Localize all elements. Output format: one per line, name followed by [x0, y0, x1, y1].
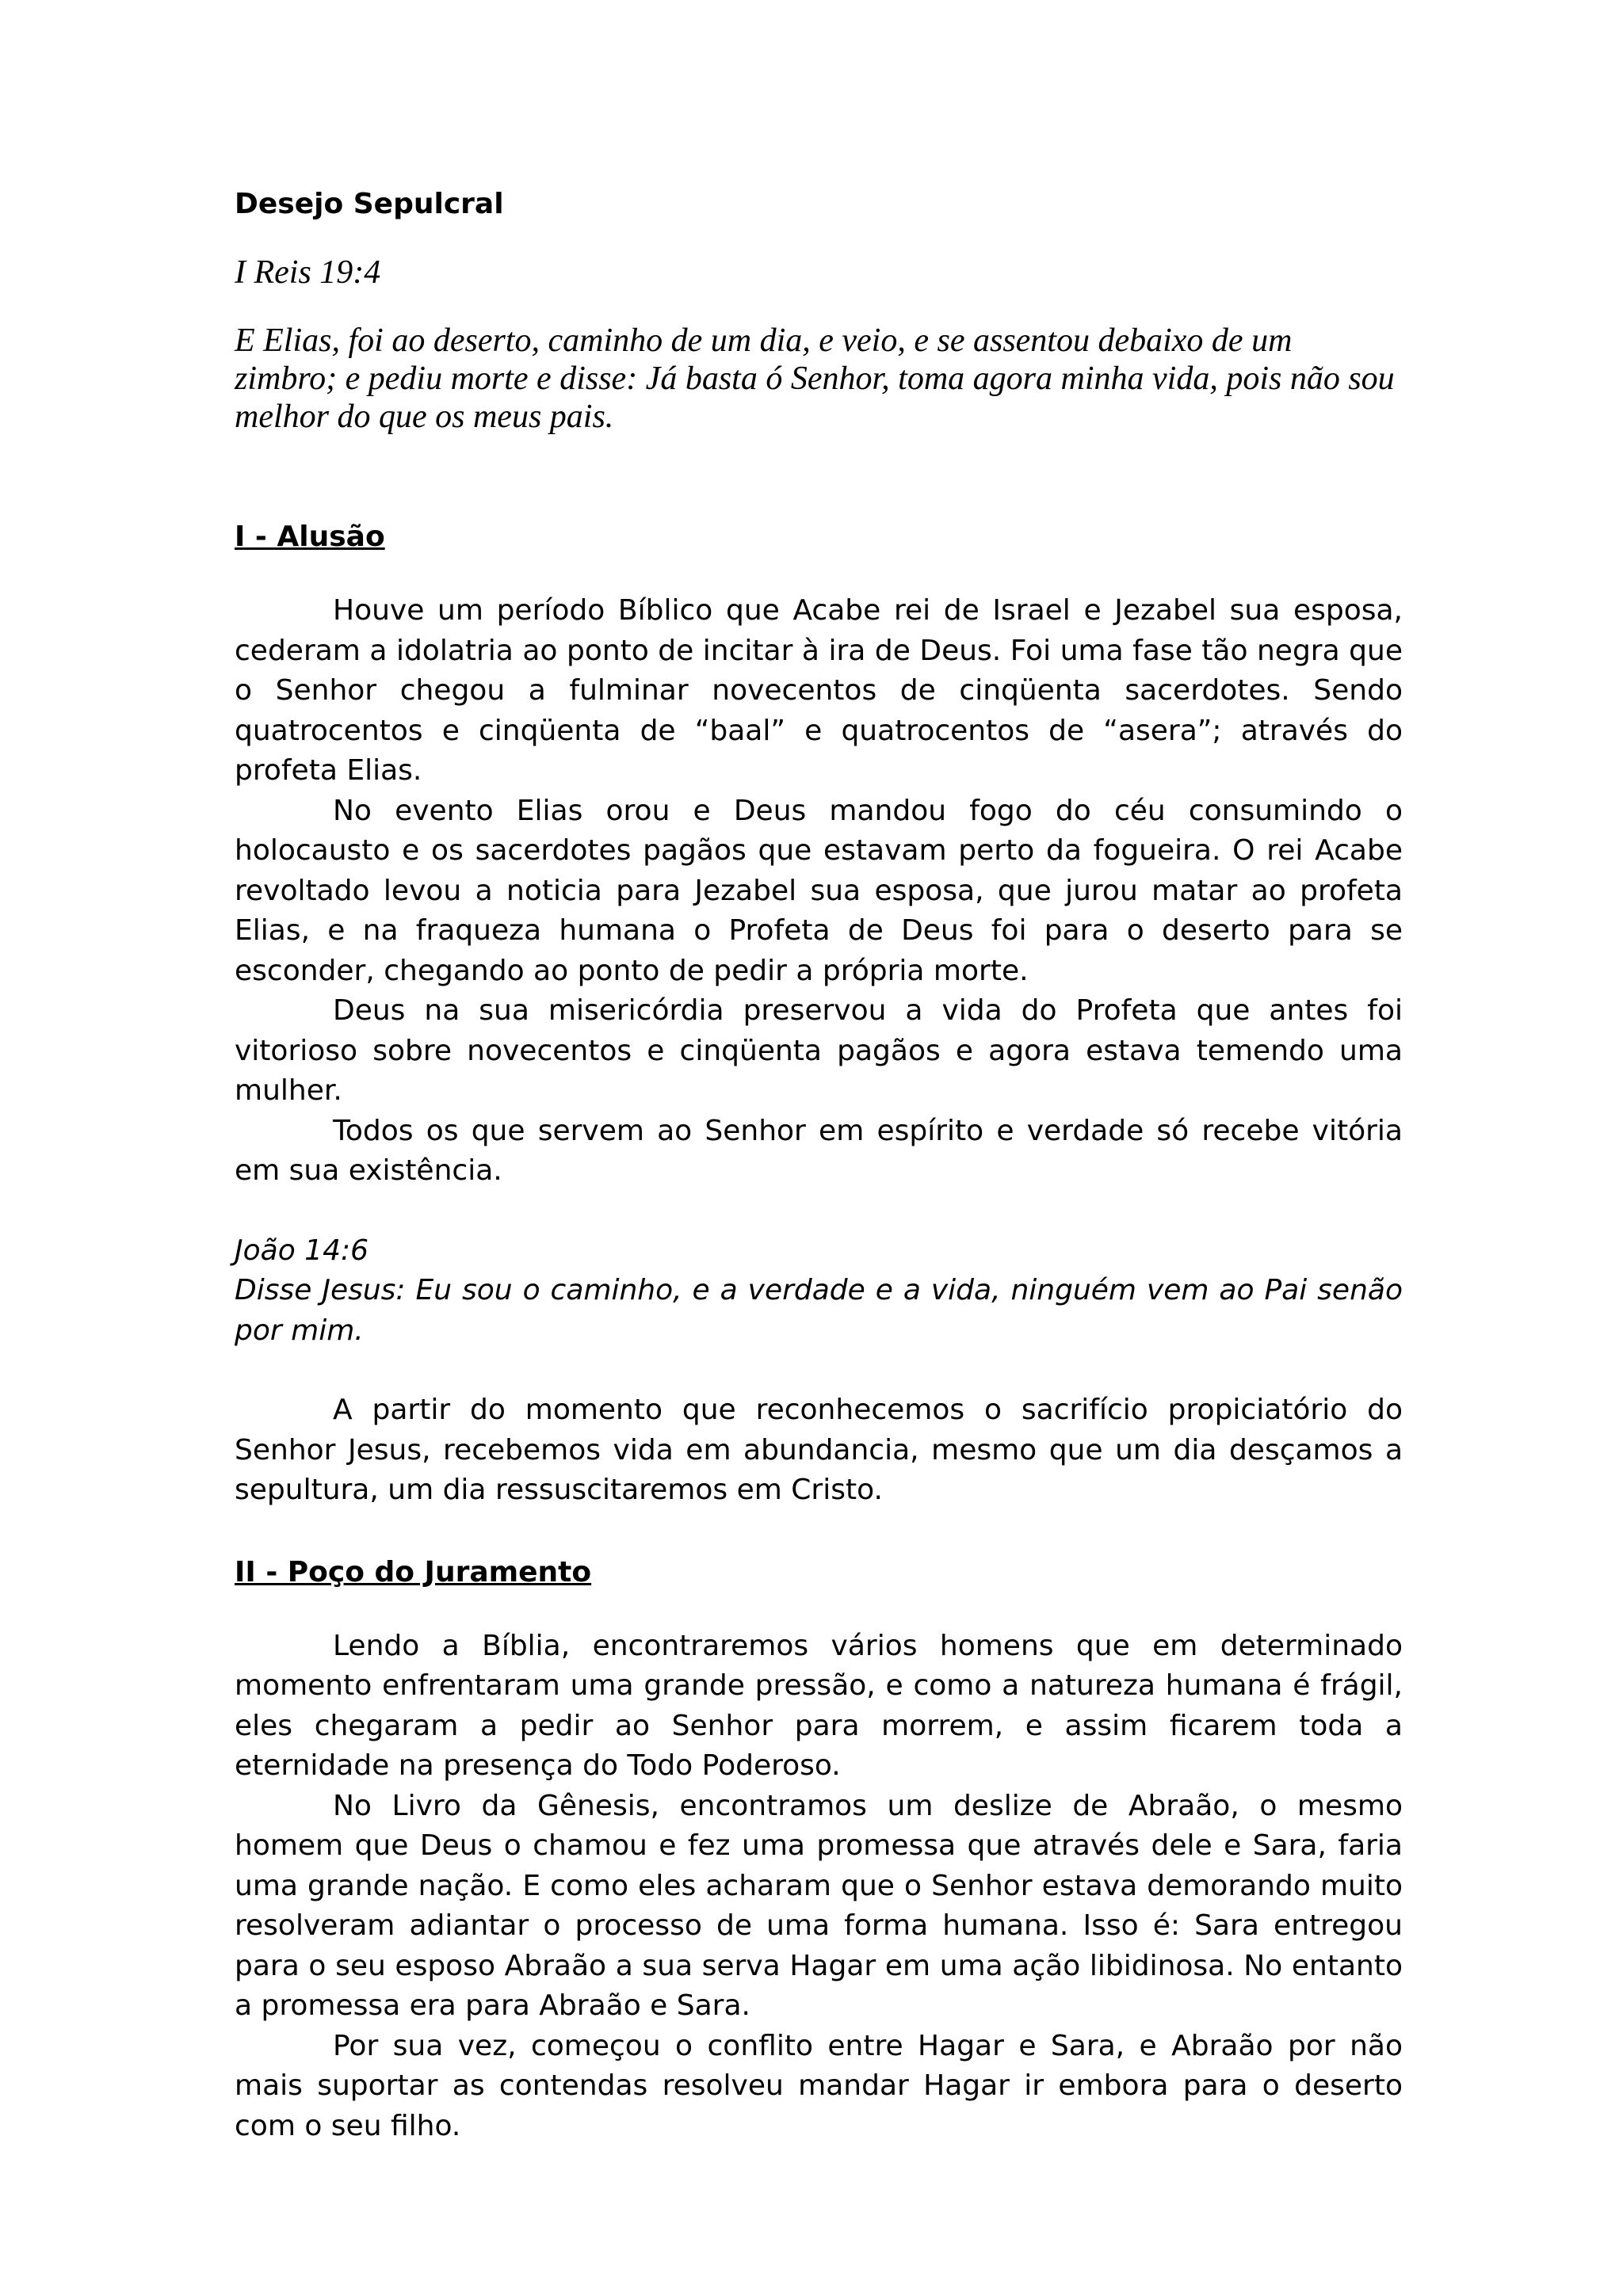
paragraph: Todos os que servem ao Senhor em espírito e verdade só recebe vitória em sua existência. — [235, 1114, 1403, 1187]
section-body-alusao — [235, 591, 1403, 1192]
epigraph-verse: E Elias, foi ao deserto, caminho de um dia, e veio, e se assentou debaixo de um zimbro; e pediu morte e disse: Já basta ó Senhor, toma agora minha vida, pois não sou melhor do que os meus pais. — [235, 322, 1395, 435]
paragraph: No Livro da Gênesis, encontramos um deslize de Abraão, o mesmo homem que Deus o chamou e fez uma promessa que através dele e Sara, faria uma grande nação. E como eles acharam que o Senhor estava demorando muito resolveram adiantar o processo de uma forma humana. Isso é: Sara entregou para o seu esposo Abraão a sua serva Hagar em uma ação libidinosa. No entanto a promessa era para Abraão e Sara. — [235, 1789, 1403, 2022]
paragraph: Houve um período Bíblico que Acabe rei de Israel e Jezabel sua esposa, cederam a idolatria ao ponto de incitar à ira de Deus. Foi uma fase tão negra que o Senhor chegou a fulminar novecentos de cinqüenta sacerdotes. Sendo quatrocentos e cinqüenta de “baal” e quatrocentos de “asera”; através do profeta Elias. — [235, 594, 1403, 787]
section-closing-alusao — [235, 1390, 1403, 1511]
section-heading-alusao: I - Alusão — [235, 521, 385, 553]
paragraph: Deus na sua misericórdia preservou a vida do Profeta que antes foi vitorioso sobre novecentos e cinqüenta pagãos e agora estava temendo uma mulher. — [235, 994, 1403, 1107]
paragraph: A partir do momento que reconhecemos o sacrifício propiciatório do Senhor Jesus, recebemos vida em abundancia, mesmo que um dia desçamos a sepultura, um dia ressuscitaremos em Cristo. — [235, 1394, 1403, 1506]
paragraph: Por sua vez, começou o conflito entre Hagar e Sara, e Abraão por não mais suportar as contendas resolveu mandar Hagar ir embora para o deserto com o seu filho. — [235, 2029, 1403, 2142]
document-page — [235, 182, 1403, 2146]
paragraph: No evento Elias orou e Deus mandou fogo do céu consumindo o holocausto e os sacerdotes pagãos que estavam perto da fogueira. O rei Acabe revoltado levou a noticia para Jezabel sua esposa, que jurou matar ao profeta Elias, e na fraqueza humana o Profeta de Deus foi para o deserto para se esconder, chegando ao ponto de pedir a própria morte. — [235, 794, 1403, 987]
quote-text: Disse Jesus: Eu sou o caminho, e a verdade e a vida, ninguém vem ao Pai senão por mim. — [235, 1274, 1403, 1347]
quote-reference: João 14:6 — [235, 1234, 369, 1267]
document-title: Desejo Sepulcral — [235, 188, 504, 220]
section-body-poco-do-juramento — [235, 1627, 1403, 2147]
paragraph: Lendo a Bíblia, encontraremos vários homens que em determinado momento enfrentaram uma grande pressão, e como a natureza humana é frágil, eles chegaram a pedir ao Senhor para morrem, e assim ficarem toda a eternidade na presença do Todo Poderoso. — [235, 1629, 1403, 1782]
epigraph-reference: I Reis 19:4 — [235, 254, 381, 291]
scripture-quote — [235, 1231, 1403, 1352]
section-heading-poco-do-juramento: II - Poço do Juramento — [235, 1555, 592, 1589]
